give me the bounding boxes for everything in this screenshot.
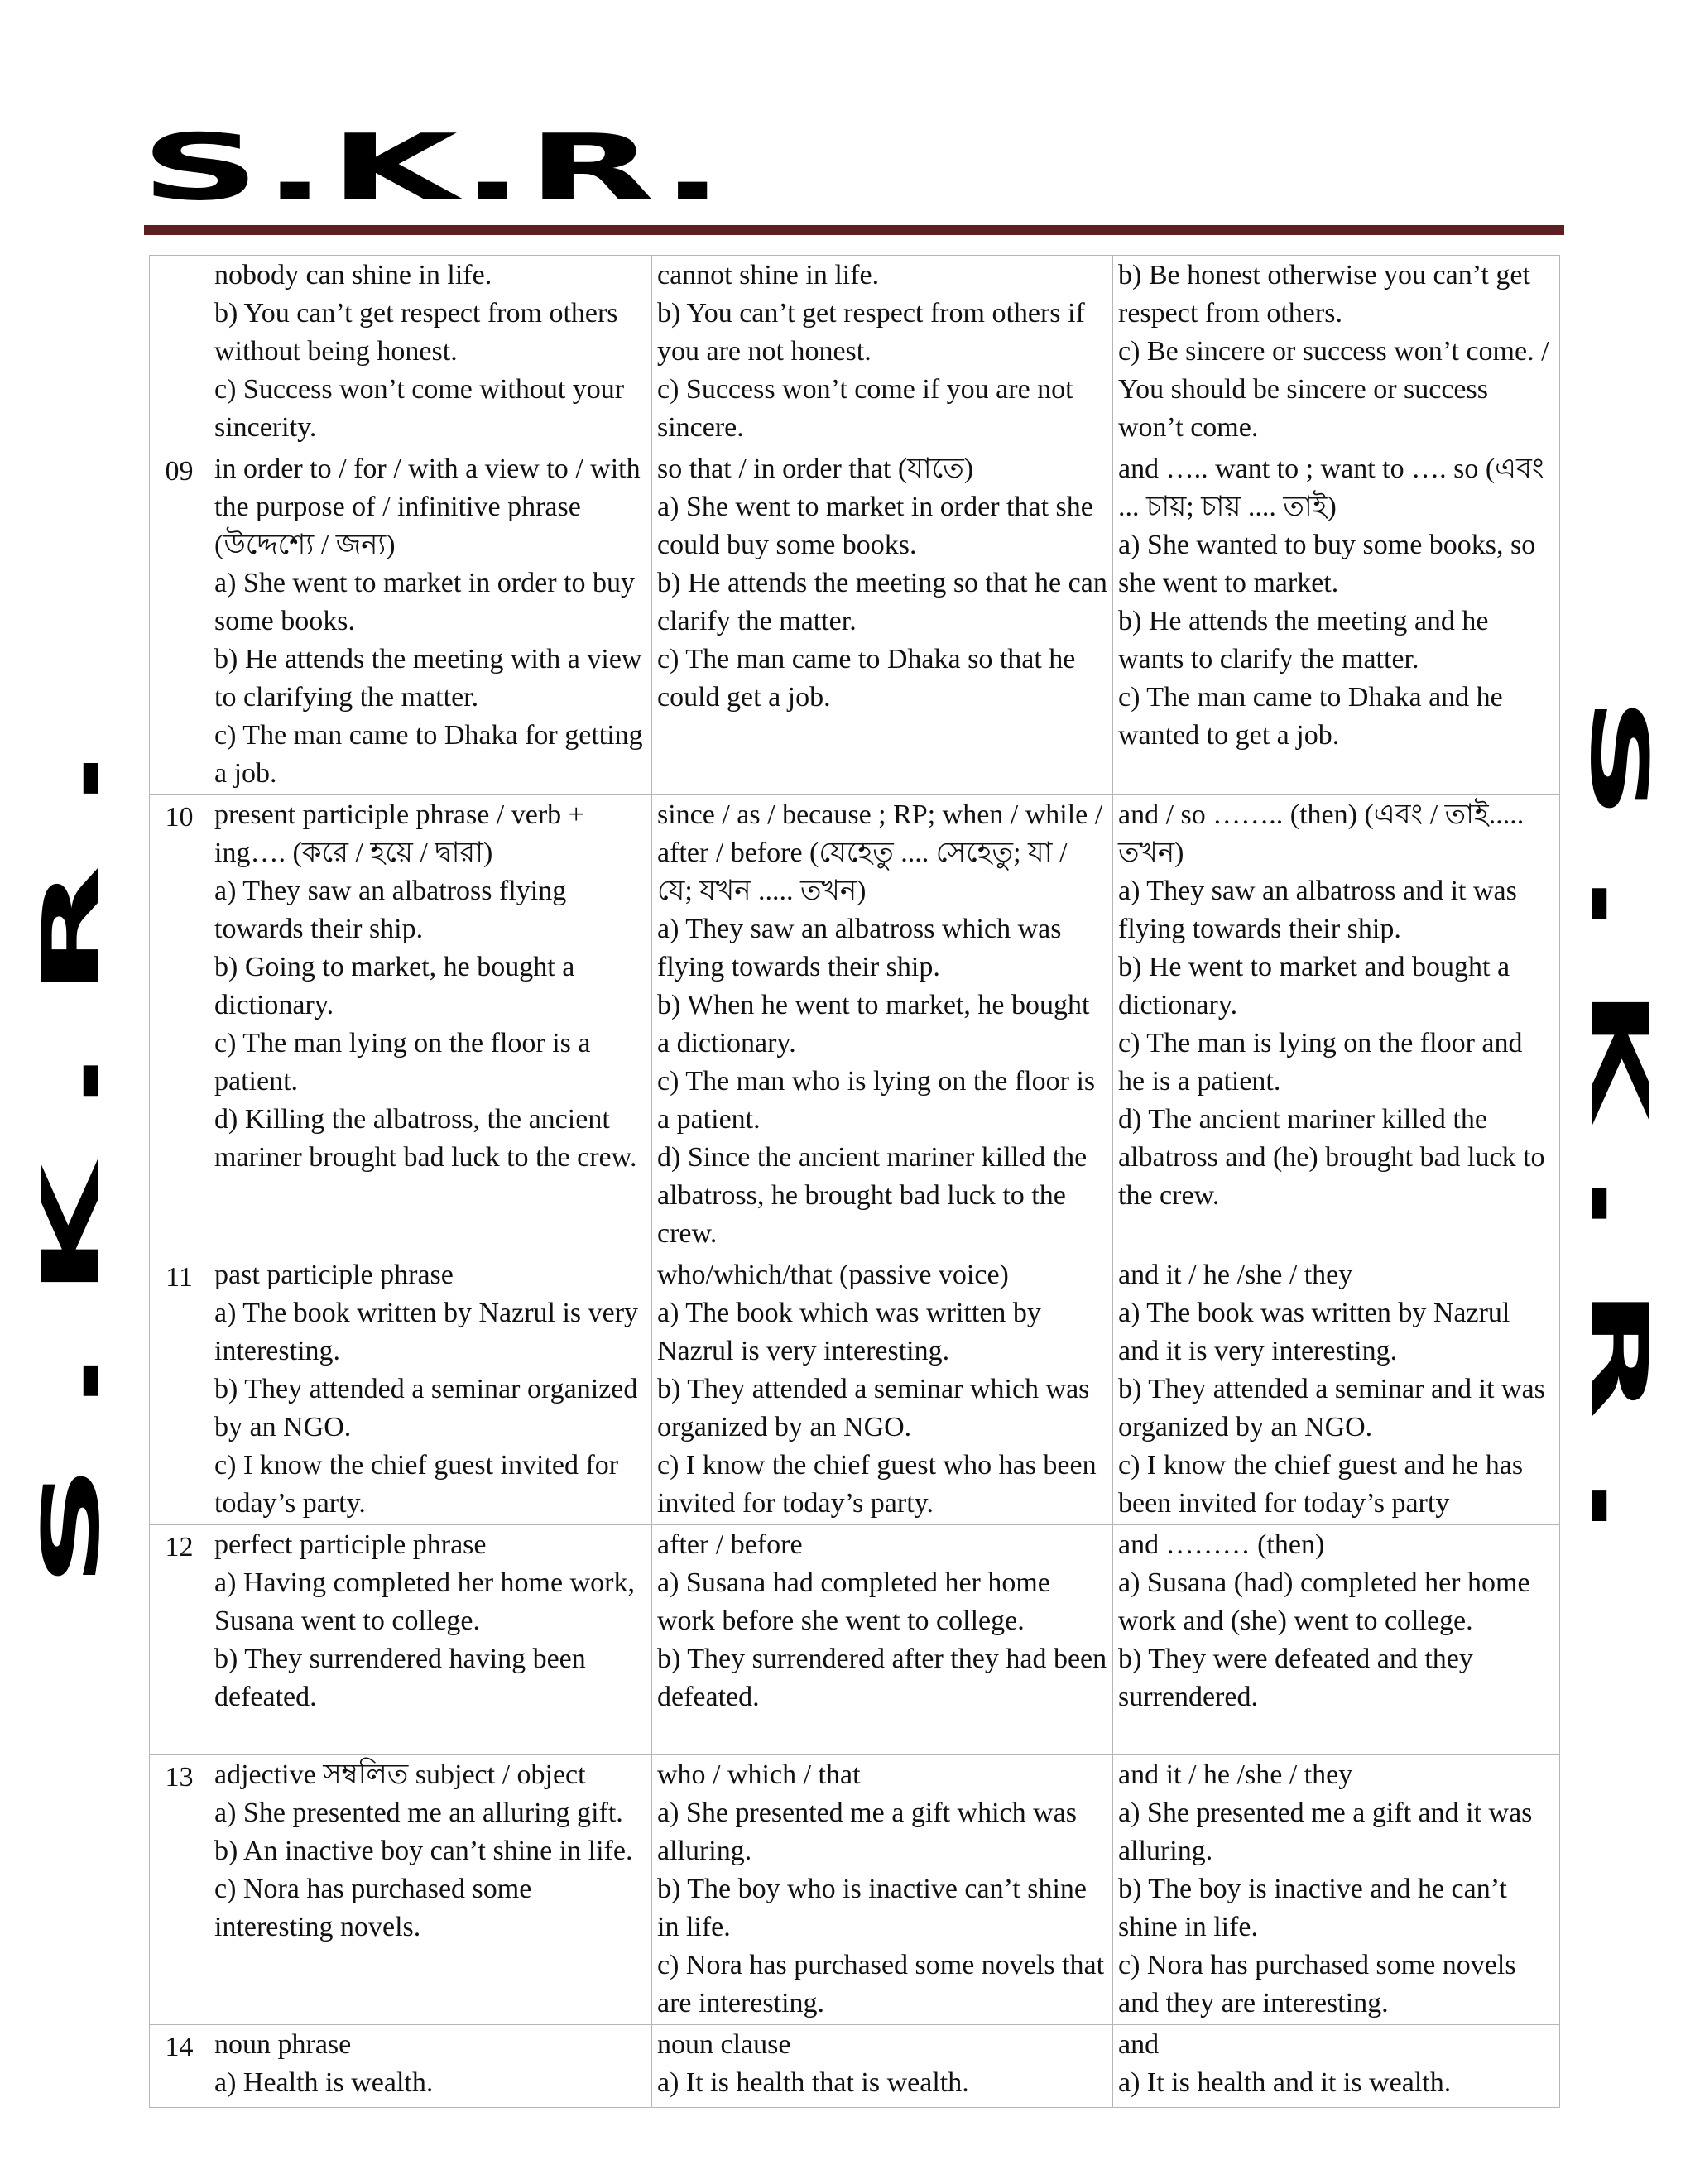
cell-col-a (209, 1525, 652, 1755)
cell-line: b) An inactive boy can’t shine in life. (214, 1836, 633, 1866)
row-number: 09 (150, 449, 209, 795)
right-side-wordmark (1573, 207, 1665, 2077)
cell-line: perfect participle phrase (214, 1529, 487, 1560)
cell-line: c) Be sincere or success won’t come. / You should be sincere or success won’t come. (1118, 336, 1549, 443)
table-body (150, 256, 1560, 2108)
cell-col-a (209, 795, 652, 1255)
cell-line: c) The man came to Dhaka and he wanted to get a job. (1118, 682, 1503, 751)
table-row (150, 449, 1560, 795)
cell-line: b) Going to market, he bought a dictionary. (214, 952, 575, 1020)
row-number: 14 (150, 2025, 209, 2108)
cell-line: a) It is health and it is wealth. (1118, 2067, 1452, 2098)
cell-line: a) She went to market in order that she could buy some books. (657, 492, 1093, 560)
row-number (150, 256, 209, 449)
cell-line: c) The man is lying on the floor and he is a patient. (1118, 1028, 1523, 1097)
cell-line: and it / he /she / they (1118, 1759, 1353, 1790)
cell-line: b) Be honest otherwise you can’t get respect from others. (1118, 260, 1530, 329)
cell-col-a (209, 2025, 652, 2108)
cell-col-b (652, 1255, 1113, 1525)
cell-col-a (209, 1755, 652, 2025)
table-row (150, 1755, 1560, 2025)
cell-line: c) The man came to Dhaka for getting a job. (214, 720, 643, 789)
cell-line: a) She went to market in order to buy some books. (214, 568, 635, 636)
cell-line: and ……… (then) (1118, 1529, 1325, 1560)
cell-line: a) She presented me an alluring gift. (214, 1798, 623, 1828)
cell-col-c (1113, 2025, 1560, 2108)
cell-line: cannot shine in life. (657, 260, 880, 290)
cell-line: so that / in order that (যাতে) (657, 454, 974, 484)
cell-line: b) They attended a seminar and it was organized by an NGO. (1118, 1374, 1545, 1442)
cell-line: b) They attended a seminar which was organized by an NGO. (657, 1374, 1090, 1442)
left-side-wordmark (25, 207, 118, 2077)
cell-line: b) He attends the meeting and he wants to clarify the matter. (1118, 606, 1489, 674)
row-number: 13 (150, 1755, 209, 2025)
cell-line: d) The ancient mariner killed the albatross and (he) brought bad luck to the crew. (1118, 1104, 1545, 1211)
cell-line: c) The man lying on the floor is a patient. (214, 1028, 591, 1097)
left-side-text: S.K.R. (25, 695, 118, 1589)
cell-line: and (1118, 2029, 1160, 2060)
sentence-transformation-table (149, 255, 1560, 2108)
cell-line: c) I know the chief guest who has been invited for today’s party. (657, 1450, 1097, 1519)
table-row (150, 256, 1560, 449)
table-row (150, 1255, 1560, 1525)
cell-col-c (1113, 1255, 1560, 1525)
row-number: 10 (150, 795, 209, 1255)
cell-line: noun clause (657, 2029, 791, 2060)
header-logo (141, 98, 1564, 238)
cell-line: b) The boy who is inactive can’t shine in life. (657, 1874, 1088, 1942)
cell-line: and ….. want to ; want to …. so (এবং ... চায়; চায় .... তাই) (1118, 454, 1544, 522)
cell-col-c (1113, 795, 1560, 1255)
cell-line: d) Killing the albatross, the ancient mariner brought bad luck to the crew. (214, 1104, 637, 1173)
cell-line: a) They saw an albatross flying towards their ship. (214, 876, 567, 944)
cell-line: a) She presented me a gift which was alluring. (657, 1798, 1077, 1866)
cell-line: a) They saw an albatross which was flying towards their ship. (657, 914, 1062, 982)
cell-col-b (652, 2025, 1113, 2108)
cell-line: c) Nora has purchased some interesting novels. (214, 1874, 532, 1942)
cell-col-a (209, 1255, 652, 1525)
header-rule (144, 225, 1564, 235)
cell-line: a) The book written by Nazrul is very interesting. (214, 1298, 639, 1366)
cell-line: a) She presented me a gift and it was alluring. (1118, 1798, 1533, 1866)
cell-line: b) They surrendered after they had been defeated. (657, 1644, 1107, 1712)
cell-line: who/which/that (passive voice) (657, 1260, 1009, 1290)
cell-line: c) Nora has purchased some novels and they are interesting. (1118, 1950, 1516, 2018)
cell-line: c) Success won’t come without your sincerity. (214, 374, 625, 443)
right-side-text: S.K.R. (1573, 695, 1665, 1589)
cell-line: since / as / because ; RP; when / while / after / before (যেহেতু .... সেহেতু; যা / যে; যখন ..... তখন) (657, 799, 1103, 906)
cell-col-c (1113, 449, 1560, 795)
cell-line: after / before (657, 1529, 803, 1560)
cell-line: a) They saw an albatross and it was flying towards their ship. (1118, 876, 1517, 944)
cell-line: b) You can’t get respect from others if you are not honest. (657, 298, 1085, 367)
cell-line: b) They attended a seminar organized by an NGO. (214, 1374, 638, 1442)
table-row (150, 2025, 1560, 2108)
cell-col-a (209, 256, 652, 449)
cell-line: c) I know the chief guest and he has been invited for today’s party (1118, 1450, 1524, 1519)
row-number: 11 (150, 1255, 209, 1525)
cell-line: a) Having completed her home work, Susana went to college. (214, 1567, 635, 1636)
cell-col-c (1113, 1755, 1560, 2025)
cell-col-b (652, 1755, 1113, 2025)
cell-line: and it / he /she / they (1118, 1260, 1353, 1290)
cell-line: a) Susana had completed her home work before she went to college. (657, 1567, 1050, 1636)
cell-line: who / which / that (657, 1759, 861, 1790)
cell-line: b) He went to market and bought a dictionary. (1118, 952, 1510, 1020)
row-number: 12 (150, 1525, 209, 1755)
cell-line: c) The man who is lying on the floor is a patient. (657, 1066, 1096, 1135)
cell-line: b) They surrendered having been defeated. (214, 1644, 586, 1712)
cell-col-c (1113, 1525, 1560, 1755)
cell-col-b (652, 256, 1113, 449)
cell-line: in order to / for / with a view to / with the purpose of / infinitive phrase (উদ্দেশ্যে / জন্য) (214, 454, 641, 560)
cell-line: a) Susana (had) completed her home work and (she) went to college. (1118, 1567, 1530, 1636)
cell-line: c) Success won’t come if you are not sincere. (657, 374, 1073, 443)
cell-line: b) He attends the meeting with a view to clarifying the matter. (214, 644, 642, 713)
cell-line: a) She wanted to buy some books, so she went to market. (1118, 530, 1536, 598)
cell-col-b (652, 795, 1113, 1255)
cell-col-a (209, 449, 652, 795)
cell-line: a) It is health that is wealth. (657, 2067, 969, 2098)
table-row (150, 1525, 1560, 1755)
cell-line: a) The book which was written by Nazrul is very interesting. (657, 1298, 1041, 1366)
cell-col-c (1113, 256, 1560, 449)
cell-line: d) Since the ancient mariner killed the albatross, he brought bad luck to the crew. (657, 1142, 1088, 1249)
table-row (150, 795, 1560, 1255)
cell-col-b (652, 449, 1113, 795)
logo-wordmark (141, 114, 1564, 221)
cell-line: b) They were defeated and they surrendered. (1118, 1644, 1473, 1712)
cell-line: present participle phrase / verb + ing…. (করে / হয়ে / দ্বারা) (214, 799, 584, 868)
cell-line: b) He attends the meeting so that he can clarify the matter. (657, 568, 1107, 636)
cell-line: adjective সম্বলিত subject / object (214, 1759, 586, 1790)
cell-line: c) I know the chief guest invited for today’s party. (214, 1450, 619, 1519)
cell-line: c) Nora has purchased some novels that are interesting. (657, 1950, 1105, 2018)
cell-line: a) Health is wealth. (214, 2067, 434, 2098)
cell-line: past participle phrase (214, 1260, 454, 1290)
cell-line: noun phrase (214, 2029, 352, 2060)
logo-text: S.K.R. (141, 114, 727, 221)
cell-line: nobody can shine in life. (214, 260, 492, 290)
cell-line: a) The book was written by Nazrul and it is very interesting. (1118, 1298, 1510, 1366)
cell-line: c) The man came to Dhaka so that he could get a job. (657, 644, 1076, 713)
cell-line: and / so …….. (then) (এবং / তাই..... তখন) (1118, 799, 1525, 868)
cell-line: b) You can’t get respect from others without being honest. (214, 298, 618, 367)
cell-line: b) When he went to market, he bought a dictionary. (657, 990, 1090, 1058)
cell-col-b (652, 1525, 1113, 1755)
cell-line: b) The boy is inactive and he can’t shine in life. (1118, 1874, 1507, 1942)
